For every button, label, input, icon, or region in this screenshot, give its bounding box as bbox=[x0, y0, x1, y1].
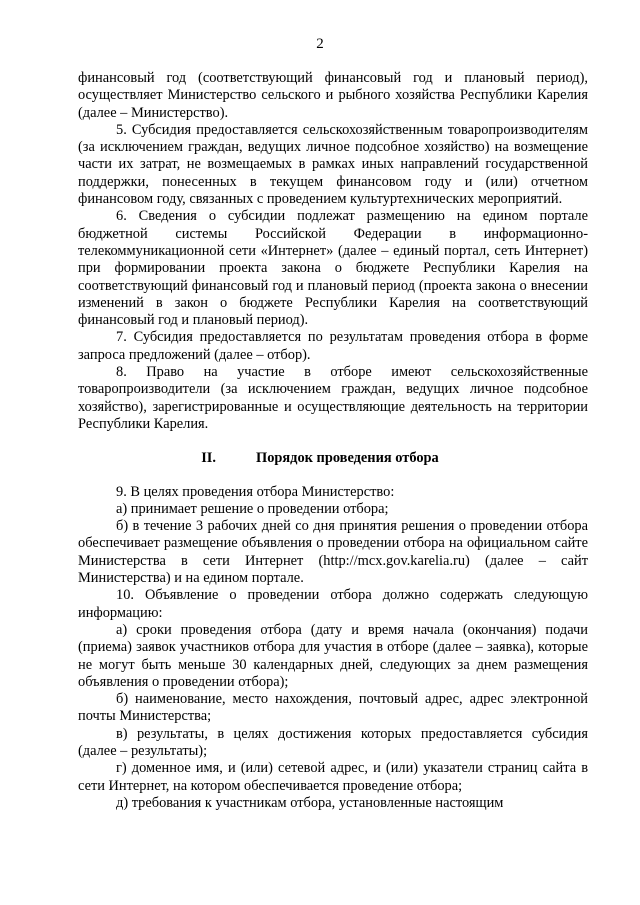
paragraph-10: 10. Объявление о проведении отбора должно содержать следующую информацию: bbox=[78, 587, 588, 621]
paragraph-10g: г) доменное имя, и (или) сетевой адрес, и (или) указатели страниц сайта в сети Интернет, на котором обеспечивается проведение отбора; bbox=[78, 760, 588, 794]
paragraph-9a: а) принимает решение о проведении отбора; bbox=[116, 500, 389, 517]
section-number: II. bbox=[201, 450, 216, 467]
paragraph-10d: д) требования к участникам отбора, установленные настоящим bbox=[116, 794, 504, 811]
paragraph-10b: б) наименование, место нахождения, почтовый адрес, адрес электронной почты Министерства; bbox=[78, 691, 588, 725]
document-body bbox=[78, 70, 588, 812]
paragraph-9b: б) в течение 3 рабочих дней со дня принятия решения о проведении отбора обеспечивает размещение объявления о проведении отбора на официальном сайте Министерства в сети Интернет (http://mcx.gov.karelia.ru) (далее – сайт Министерства) и на едином портале. bbox=[78, 518, 588, 587]
section-heading bbox=[78, 450, 588, 467]
paragraph-5: 5. Субсидия предоставляется сельскохозяйственным товаропроизводителям (за исключением граждан, ведущих личное подсобное хозяйство) на возмещение части их затрат, не возмещаемых в рамках иных направлений государственной поддержки, понесенных в текущем финансовом году и (или) отчетном финансовом году, связанных с проведением культуртехнических мероприятий. bbox=[78, 121, 588, 208]
paragraph-10v: в) результаты, в целях достижения которых предоставляется субсидия (далее – результаты); bbox=[78, 725, 588, 759]
paragraph-7: 7. Субсидия предоставляется по результатам проведения отбора в форме запроса предложений (далее – отбор). bbox=[78, 329, 588, 363]
section-title: Порядок проведения отбора bbox=[256, 450, 439, 467]
paragraph-8: 8. Право на участие в отборе имеют сельскохозяйственные товаропроизводители (за исключением граждан, ведущих личное подсобное хозяйство), зарегистрированные и осуществляющие деятельность на территории Республики Карелия. bbox=[78, 364, 588, 432]
paragraph-continuation: финансовый год (соответствующий финансовый год и плановый период), осуществляет Министерство сельского и рыбного хозяйства Республики Карелия (далее – Министерство). bbox=[78, 70, 588, 121]
paragraph-10a: а) сроки проведения отбора (дату и время начала (окончания) подачи (приема) заявок участников отбора для участия в отборе (далее – заявка), которые не могут быть меньше 30 календарных дней, следующих за днем размещения объявления о проведении отбора); bbox=[78, 621, 588, 690]
page-number: 2 bbox=[316, 36, 324, 52]
paragraph-6: 6. Сведения о субсидии подлежат размещению на едином портале бюджетной системы Российской Федерации в информационно-телекоммуникационной сети «Интернет» (далее – единый портал, сеть Интернет) при формировании проекта закона о бюджете Республики Карелия на соответствующий финансовый год и плановый период (проекта закона о внесении изменений в закон о бюджете Республики Карелия на соответствующий финансовый год и плановый период). bbox=[78, 208, 588, 329]
paragraph-9: 9. В целях проведения отбора Министерство: bbox=[116, 483, 395, 500]
